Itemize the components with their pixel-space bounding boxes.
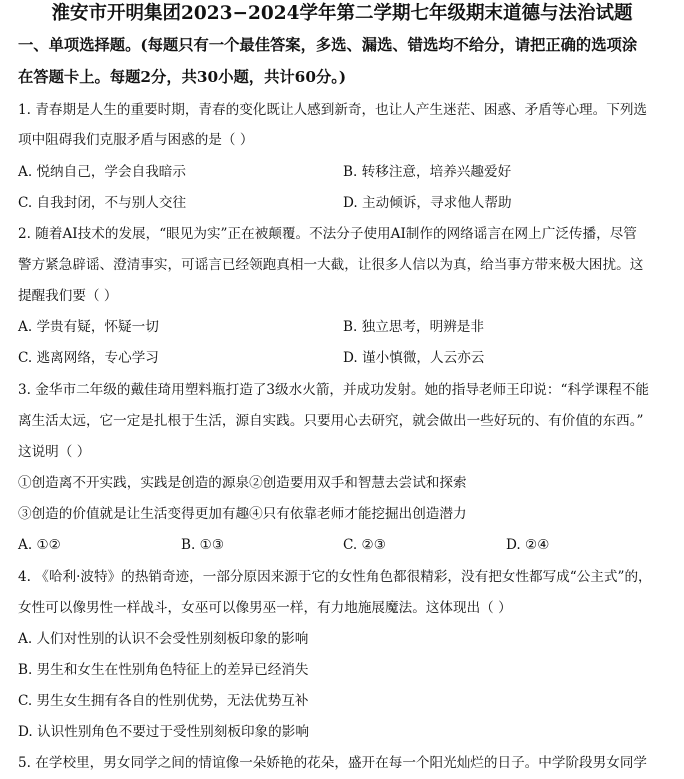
- question-2-stem-line-2: 警方紧急辟谣、澄清事实，可谣言已经领跑真相一大截，让很多人信以为真，给当事方带来极大困扰。这: [18, 257, 644, 273]
- question-5-stem-line-1: 5. 在学校里，男女同学之间的情谊像一朵娇艳的花朵，盛开在每一个阳光灿烂的日子。中学阶段男女同学: [18, 755, 648, 771]
- question-1-option-b: B. 转移注意，培养兴趣爱好: [343, 164, 512, 180]
- question-3-statements-line-2: ③创造的价值就是让生活变得更加有趣④只有依靠老师才能挖掘出创造潜力: [18, 506, 467, 522]
- question-1-option-a: A. 悦纳自己，学会自我暗示: [18, 164, 186, 180]
- question-2-stem-line-3: 提醒我们要（ ）: [18, 288, 118, 304]
- section-instruction-line-1: 一、单项选择题。(每题只有一个最佳答案，多选、漏选、错选均不给分，请把正确的选项涂: [18, 36, 638, 54]
- question-3-statements-line-1: ①创造离不开实践，实践是创造的源泉②创造要用双手和智慧去尝试和探索: [18, 475, 467, 491]
- question-3-stem-line-2: 离生活太远，它一定是扎根于生活，源自实践。只要用心去研究，就会做出一些好玩的、有价值的东西。”: [18, 413, 644, 429]
- question-4-option-d: D. 认识性别角色不要过于受性别刻板印象的影响: [18, 724, 309, 740]
- question-1-stem-line-1: 1. 青春期是人生的重要时期，青春的变化既让人感到新奇，也让人产生迷茫、困惑、矛盾等心理。下列选: [18, 102, 648, 118]
- question-3-stem-line-3: 这说明（ ）: [18, 444, 91, 460]
- question-4-stem-line-1: 4. 《哈利·波特》的热销奇迹，一部分原因来源于它的女性角色都很精彩，没有把女性都写成“公主式”的，: [18, 569, 652, 585]
- section-instruction-line-2: 在答题卡上。每题2分，共30小题，共计60分。): [18, 68, 347, 86]
- question-4-option-c: C. 男生女生拥有各自的性别优势，无法优势互补: [18, 693, 309, 709]
- question-3-option-a: A. ①②: [18, 537, 61, 553]
- question-2-stem-line-1: 2. 随着AI技术的发展，“眼见为实”正在被颠覆。不法分子使用AI制作的网络谣言在网上广泛传播，尽管: [18, 226, 637, 242]
- question-1-option-c: C. 自我封闭，不与别人交往: [18, 195, 187, 211]
- question-1-option-d: D. 主动倾诉，寻求他人帮助: [343, 195, 512, 211]
- question-3-option-b: B. ①③: [181, 537, 225, 553]
- question-2-option-b: B. 独立思考，明辨是非: [343, 319, 484, 335]
- question-3-option-c: C. ②③: [343, 537, 386, 553]
- exam-title: 淮安市开明集团2023−2024学年第二学期七年级期末道德与法治试题: [51, 3, 633, 24]
- question-4-option-a: A. 人们对性别的认识不会受性别刻板印象的影响: [18, 631, 309, 647]
- question-1-stem-line-2: 项中阻碍我们克服矛盾与困惑的是（ ）: [18, 132, 254, 148]
- question-3-stem-line-1: 3. 金华市二年级的戴佳琦用塑料瓶打造了3级水火箭，并成功发射。她的指导老师王印说：“科学课程不能: [18, 382, 650, 398]
- question-2-option-c: C. 逃离网络，专心学习: [18, 350, 159, 366]
- question-2-option-a: A. 学贵有疑，怀疑一切: [18, 319, 159, 335]
- question-4-option-b: B. 男生和女生在性别角色特征上的差异已经消失: [18, 662, 309, 678]
- question-2-option-d: D. 谨小慎微，人云亦云: [343, 350, 485, 366]
- question-3-option-d: D. ②④: [506, 537, 550, 553]
- question-4-stem-line-2: 女性可以像男性一样战斗，女巫可以像男巫一样，有力地施展魔法。这体现出（ ）: [18, 600, 512, 616]
